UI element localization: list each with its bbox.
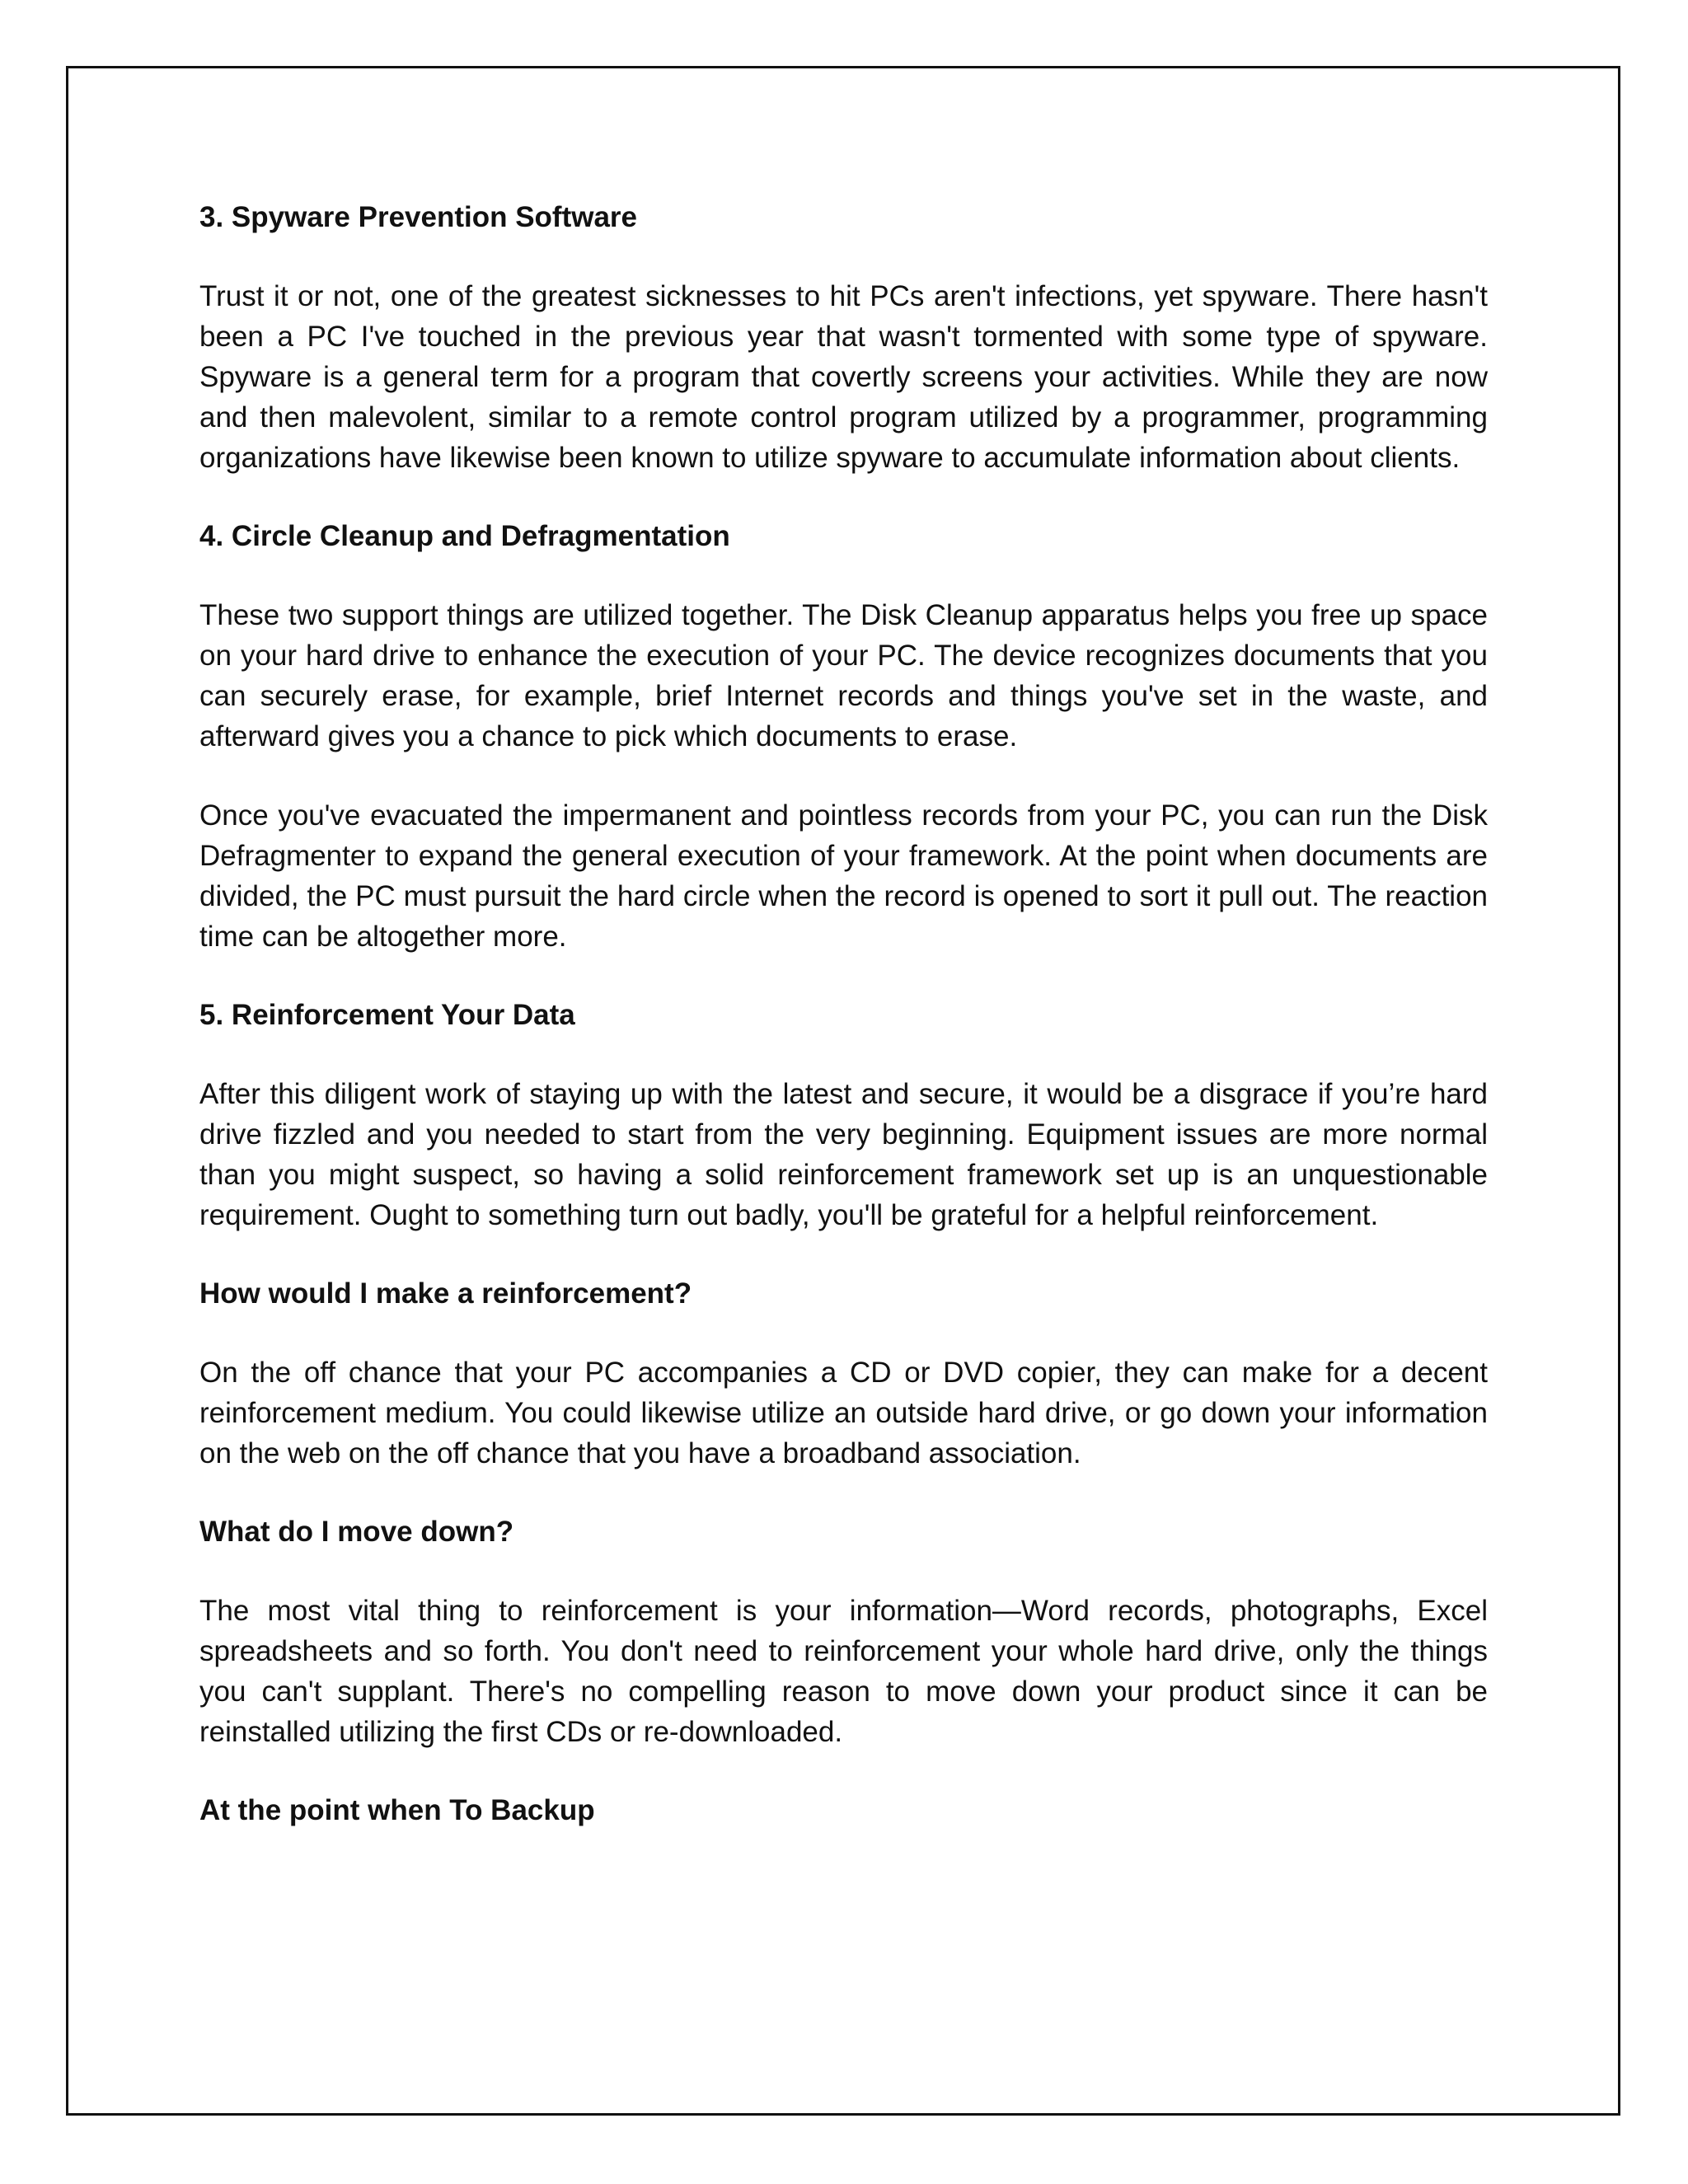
- section-heading-backup: 5. Reinforcement Your Data: [199, 999, 575, 1031]
- document-body: [199, 198, 1488, 1869]
- subheading-what-to-backup: What do I move down?: [199, 1516, 514, 1548]
- paragraph-backup-medium: On the off chance that your PC accompanies a CD or DVD copier, they can make for a decent reinforcement medium. You could likewise utilize an outside hard drive, or go down your information on the web on the off chance that you have a broadband association.: [199, 1357, 1488, 1469]
- paragraph-what-to-backup: The most vital thing to reinforcement is your information—Word records, photographs, Excel spreadsheets and so forth. You don't need to reinforcement your whole hard drive, only the things you can't supplant. There's no compelling reason to move down your product since it can be reinstalled utilizing the first CDs or re-downloaded.: [199, 1595, 1488, 1748]
- paragraph-defragmenter: Once you've evacuated the impermanent and pointless records from your PC, you can run the Disk Defragmenter to expand the general execution of your framework. At the point when documents are divided, the PC must pursuit the hard circle when the record is opened to sort it pull out. The reaction time can be altogether more.: [199, 799, 1488, 953]
- paragraph-disk-cleanup: These two support things are utilized together. The Disk Cleanup apparatus helps you free up space on your hard drive to enhance the execution of your PC. The device recognizes documents that you can securely erase, for example, brief Internet records and things you've set in the waste, and afterward gives you a chance to pick which documents to erase.: [199, 599, 1488, 752]
- subheading-how-to-backup: How would I make a reinforcement?: [199, 1277, 692, 1310]
- paragraph-spyware: Trust it or not, one of the greatest sicknesses to hit PCs aren't infections, yet spyware. There hasn't been a PC I've touched in the previous year that wasn't tormented with some type of spyware. Spyware is a general term for a program that covertly screens your activities. While they are now and then malevolent, similar to a remote control program utilized by a programmer, programming organizations have likewise been known to utilize spyware to accumulate information about clients.: [199, 280, 1488, 474]
- paragraph-backup: After this diligent work of staying up with the latest and secure, it would be a disgrace if you’re hard drive fizzled and you needed to start from the very beginning. Equipment issues are more normal than you might suspect, so having a solid reinforcement framework set up is an unquestionable requirement. Ought to something turn out badly, you'll be grateful for a helpful reinforcement.: [199, 1078, 1488, 1231]
- subheading-when-to-backup: At the point when To Backup: [199, 1794, 595, 1826]
- section-heading-spyware: 3. Spyware Prevention Software: [199, 201, 638, 233]
- section-heading-cleanup: 4. Circle Cleanup and Defragmentation: [199, 520, 730, 552]
